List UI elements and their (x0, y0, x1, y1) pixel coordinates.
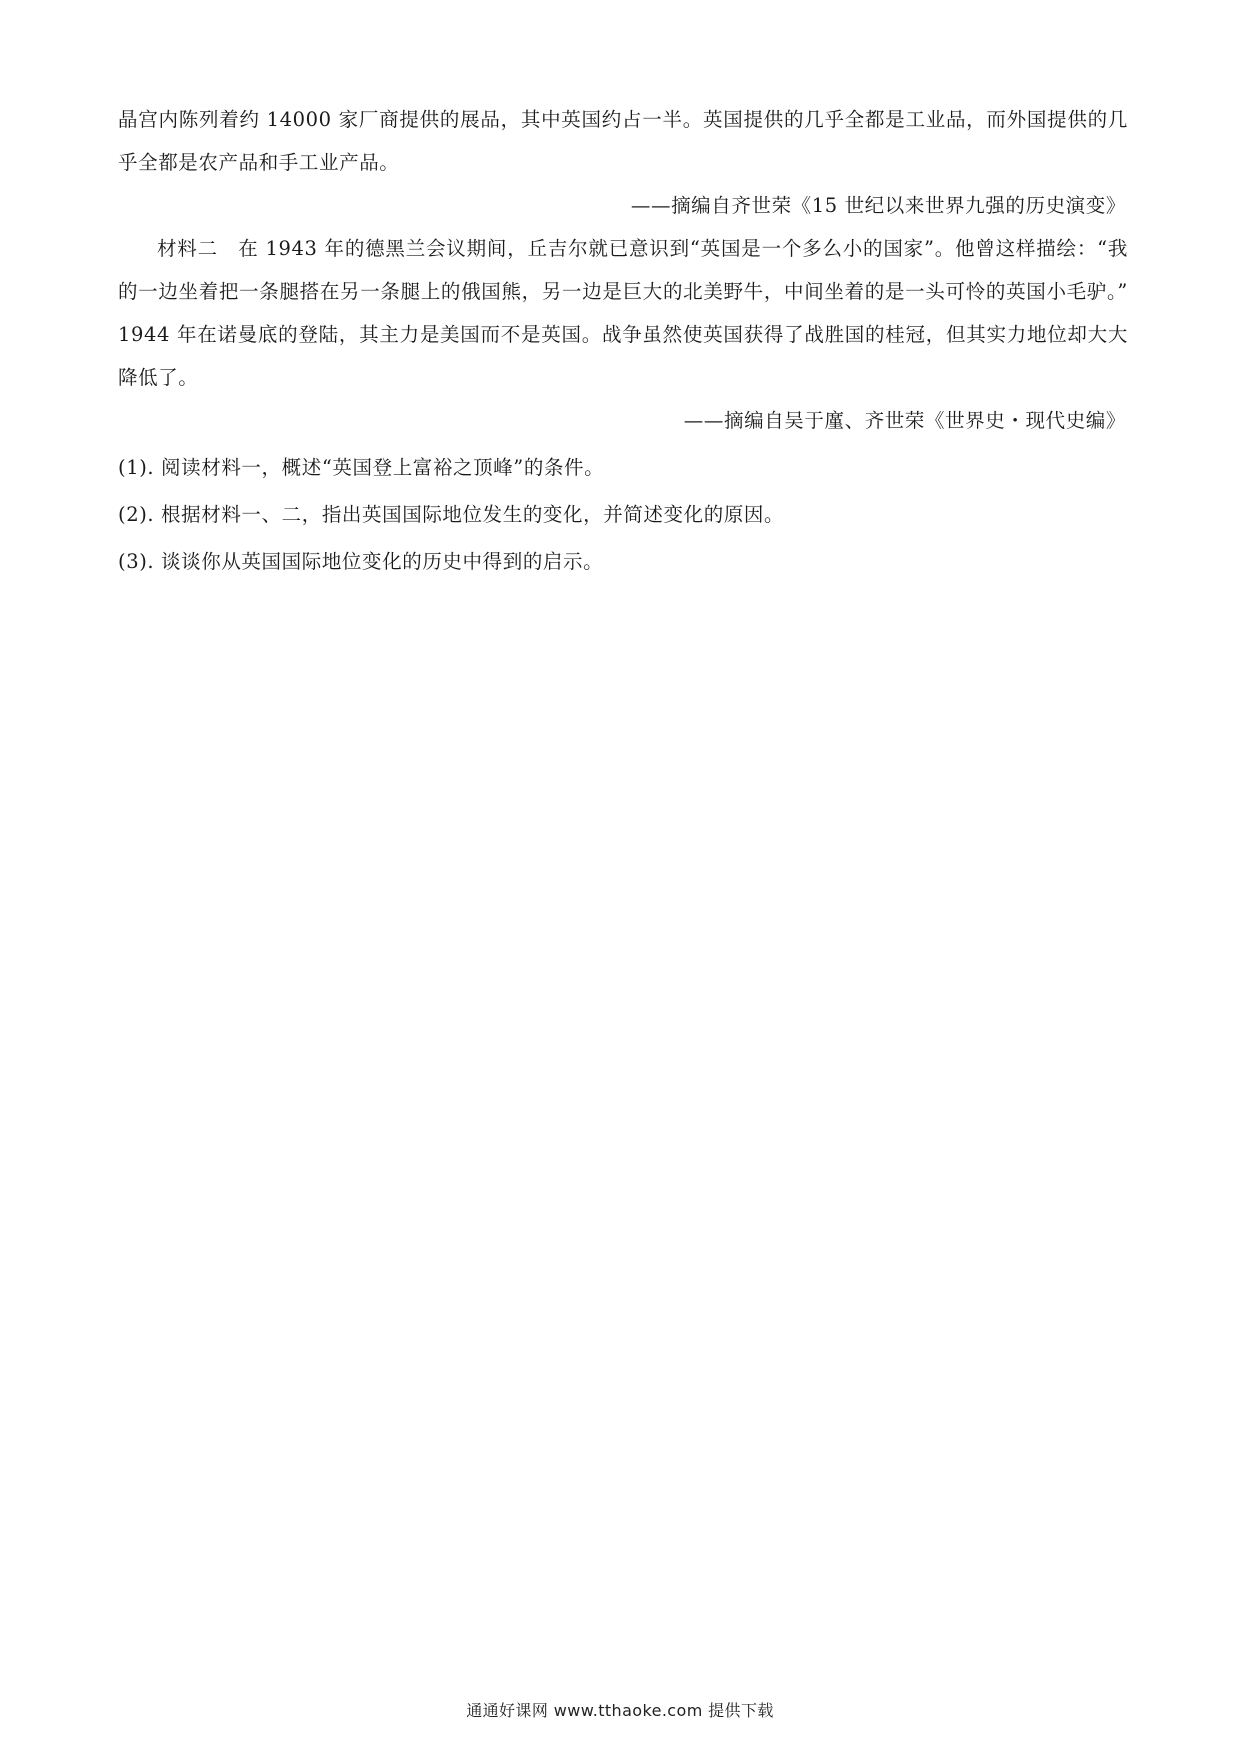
material-two-source: ——摘编自吴于廑、齐世荣《世界史・现代史编》 (683, 409, 1126, 432)
material-one-paragraph: 晶宫内陈列着约 14000 家厂商提供的展品，其中英国约占一半。英国提供的几乎全都是工业品，而外国提供的几乎全都是农产品和手工业产品。 (118, 108, 1128, 174)
material-one-source: ——摘编自齐世荣《15 世纪以来世界九强的历史演变》 (630, 194, 1126, 217)
question-list (118, 444, 1128, 585)
question-1: (1). 阅读材料一，概述“英国登上富裕之顶峰”的条件。 (118, 456, 605, 479)
document-content (118, 98, 1128, 585)
question-3: (3). 谈谈你从英国国际地位变化的历史中得到的启示。 (118, 550, 604, 573)
page-footer: 通通好课网 www.tthaoke.com 提供下载 (466, 1701, 774, 1720)
question-2: (2). 根据材料一、二，指出英国国际地位发生的变化，并简述变化的原因。 (118, 503, 785, 526)
material-two-paragraph: 材料二 在 1943 年的德黑兰会议期间，丘吉尔就已意识到“英国是一个多么小的国家”。他曾这样描绘：“我的一边坐着把一条腿搭在另一条腿上的俄国熊，另一边是巨大的北美野牛，中间坐着的是一头可怜的英国小毛驴。” 1944 年在诺曼底的登陆，其主力是美国而不是英国。战争虽然使英国获得了战胜国的桂冠，但其实力地位却大大降低了。 (118, 237, 1128, 389)
